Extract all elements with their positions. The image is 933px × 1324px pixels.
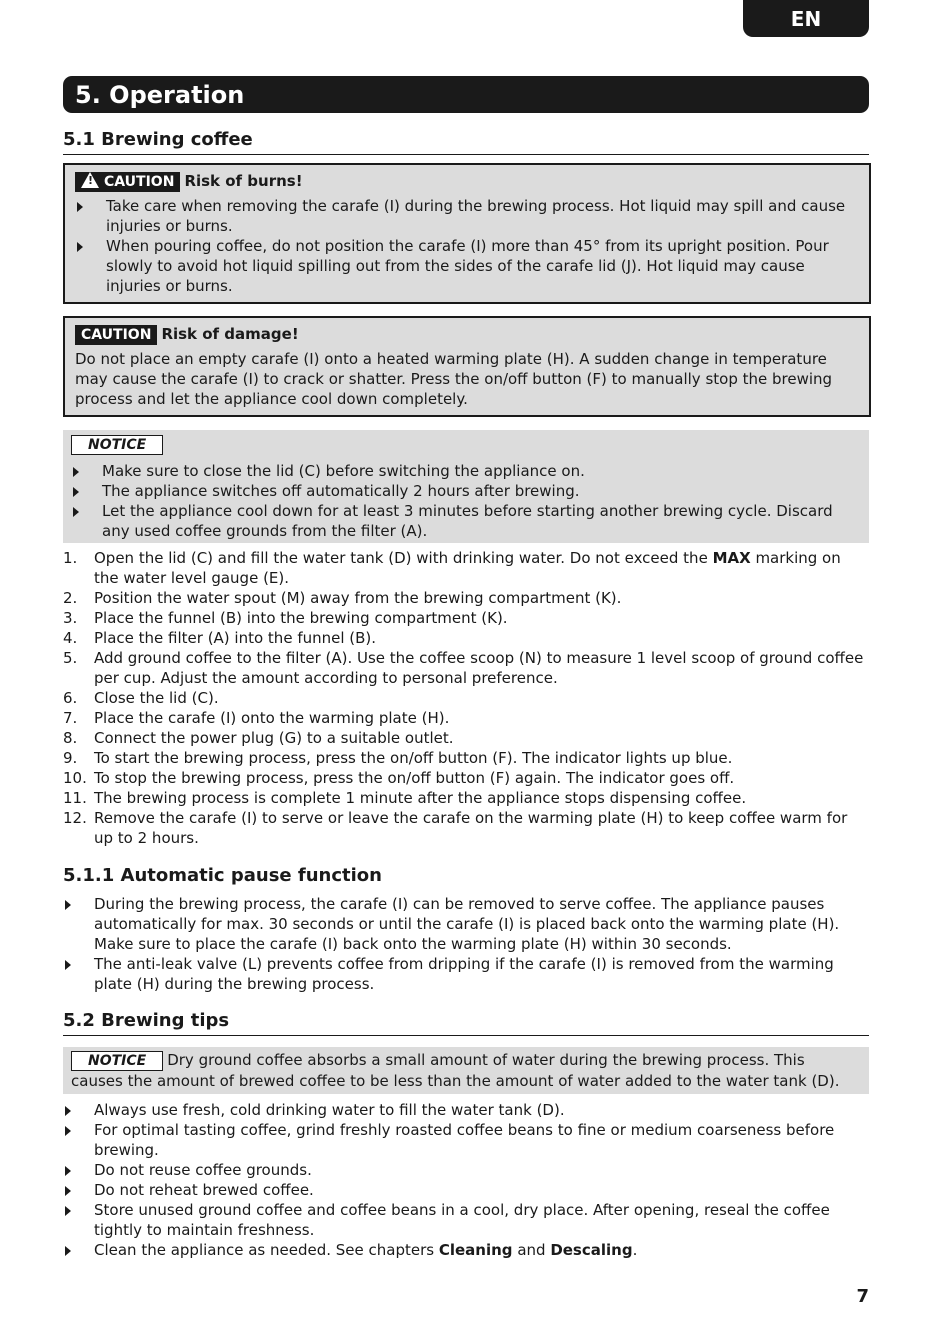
caution-damage-box — [63, 316, 871, 417]
list-item: Do not reuse coffee grounds. — [63, 1160, 869, 1180]
heading-automatic-pause: 5.1.1 Automatic pause function — [63, 865, 382, 886]
step-item: 3. Place the funnel (B) into the brewing compartment (K). — [63, 609, 508, 627]
bullet-marker-icon — [65, 1206, 71, 1216]
section-title: 5. Operation — [63, 76, 869, 113]
bullet-marker-icon — [65, 1106, 71, 1116]
notice-badge: NOTICE — [71, 435, 163, 455]
step-item: 6. Close the lid (C). — [63, 689, 219, 707]
bullet-marker-icon — [65, 1166, 71, 1176]
caution-title: Risk of damage! — [161, 325, 299, 343]
step-item: 8. Connect the power plug (G) to a suitable outlet. — [63, 729, 454, 747]
bullet-marker-icon — [65, 1186, 71, 1196]
tips-notice-box — [63, 1047, 869, 1094]
bullet-marker-icon — [65, 1246, 71, 1256]
bullet-marker-icon — [77, 202, 83, 212]
step-item: 5. Add ground coffee to the filter (A). Use the coffee scoop (N) to measure 1 level scoop of ground coffee per cup. Adjust the amount according to personal preference. — [63, 649, 864, 687]
list-item: For optimal tasting coffee, grind freshly roasted coffee beans to fine or medium coarseness before brewing. — [63, 1120, 869, 1160]
heading-brewing-coffee: 5.1 Brewing coffee — [63, 129, 869, 155]
pause-bullets — [63, 894, 869, 994]
notice-badge: NOTICE — [71, 1051, 163, 1071]
step-item: 4. Place the filter (A) into the funnel (B). — [63, 629, 377, 647]
bullet-marker-icon — [65, 900, 71, 910]
bullet-marker-icon — [65, 960, 71, 970]
list-item: Clean the appliance as needed. See chapters Cleaning and Descaling. — [63, 1240, 869, 1260]
brewing-steps-list — [63, 548, 869, 848]
notice-text: Dry ground coffee absorbs a small amount of water during the brewing process. This causes the amount of brewed coffee to be less than the amount of water added to the water tank (D). — [71, 1051, 840, 1090]
step-item: 12. Remove the carafe (I) to serve or leave the carafe on the warming plate (H) to keep coffee warm for up to 2 hours. — [63, 809, 848, 847]
bullet-marker-icon — [73, 467, 79, 477]
step-item: 1. Open the lid (C) and fill the water tank (D) with drinking water. Do not exceed the MAX marking on the water level gauge (E). — [63, 549, 841, 587]
list-item: During the brewing process, the carafe (I) can be removed to serve coffee. The appliance pauses automatically for max. 30 seconds or until the carafe (I) is placed back onto the warming plate (H). Make sure to place the carafe (I) back onto the warming plate (H) within 30 seconds. — [63, 894, 869, 954]
step-item: 11. The brewing process is complete 1 minute after the appliance stops dispensing coffee. — [63, 789, 747, 807]
notice-box — [63, 430, 869, 543]
list-item: The appliance switches off automatically 2 hours after brewing. — [71, 481, 861, 501]
language-tab: EN — [743, 0, 869, 37]
page-number: 7 — [856, 1286, 869, 1307]
list-item: Store unused ground coffee and coffee beans in a cool, dry place. After opening, reseal the coffee tightly to maintain freshness. — [63, 1200, 869, 1240]
bullet-marker-icon — [77, 242, 83, 252]
step-item: 2. Position the water spout (M) away from the brewing compartment (K). — [63, 589, 622, 607]
step-item: 7. Place the carafe (I) onto the warming plate (H). — [63, 709, 450, 727]
list-item: Let the appliance cool down for at least 3 minutes before starting another brewing cycle. Discard any used coffee grounds from the filter (A). — [71, 501, 861, 541]
list-item: The anti-leak valve (L) prevents coffee from dripping if the carafe (I) is removed from the warming plate (H) during the brewing process. — [63, 954, 869, 994]
list-item: Take care when removing the carafe (I) during the brewing process. Hot liquid may spill and cause injuries or burns. — [75, 196, 859, 236]
warning-triangle-icon: ! — [81, 172, 99, 188]
caution-title: Risk of burns! — [184, 172, 303, 190]
list-item: Make sure to close the lid (C) before switching the appliance on. — [71, 461, 861, 481]
caution-text: Do not place an empty carafe (I) onto a heated warming plate (H). A sudden change in temperature may cause the carafe (I) to crack or shatter. Press the on/off button (F) to manually stop the brewing process and let the appliance cool down completely. — [75, 350, 833, 408]
step-item: 10. To stop the brewing process, press the on/off button (F) again. The indicator goes off. — [63, 769, 735, 787]
list-item: When pouring coffee, do not position the carafe (I) more than 45° from its upright position. Pour slowly to avoid hot liquid spilling out from the sides of the carafe lid (J). Hot liquid may cause injuries or burns. — [75, 236, 859, 296]
bullet-marker-icon — [73, 487, 79, 497]
list-item: Do not reheat brewed coffee. — [63, 1180, 869, 1200]
bullet-marker-icon — [73, 507, 79, 517]
bullet-marker-icon — [65, 1126, 71, 1136]
caution-badge: ! CAUTION — [75, 172, 180, 192]
step-item: 9. To start the brewing process, press the on/off button (F). The indicator lights up blue. — [63, 749, 733, 767]
caution-badge: CAUTION — [75, 325, 157, 345]
caution-burns-box — [63, 163, 871, 304]
heading-brewing-tips: 5.2 Brewing tips — [63, 1010, 869, 1036]
tips-bullets — [63, 1100, 869, 1260]
list-item: Always use fresh, cold drinking water to fill the water tank (D). — [63, 1100, 869, 1120]
